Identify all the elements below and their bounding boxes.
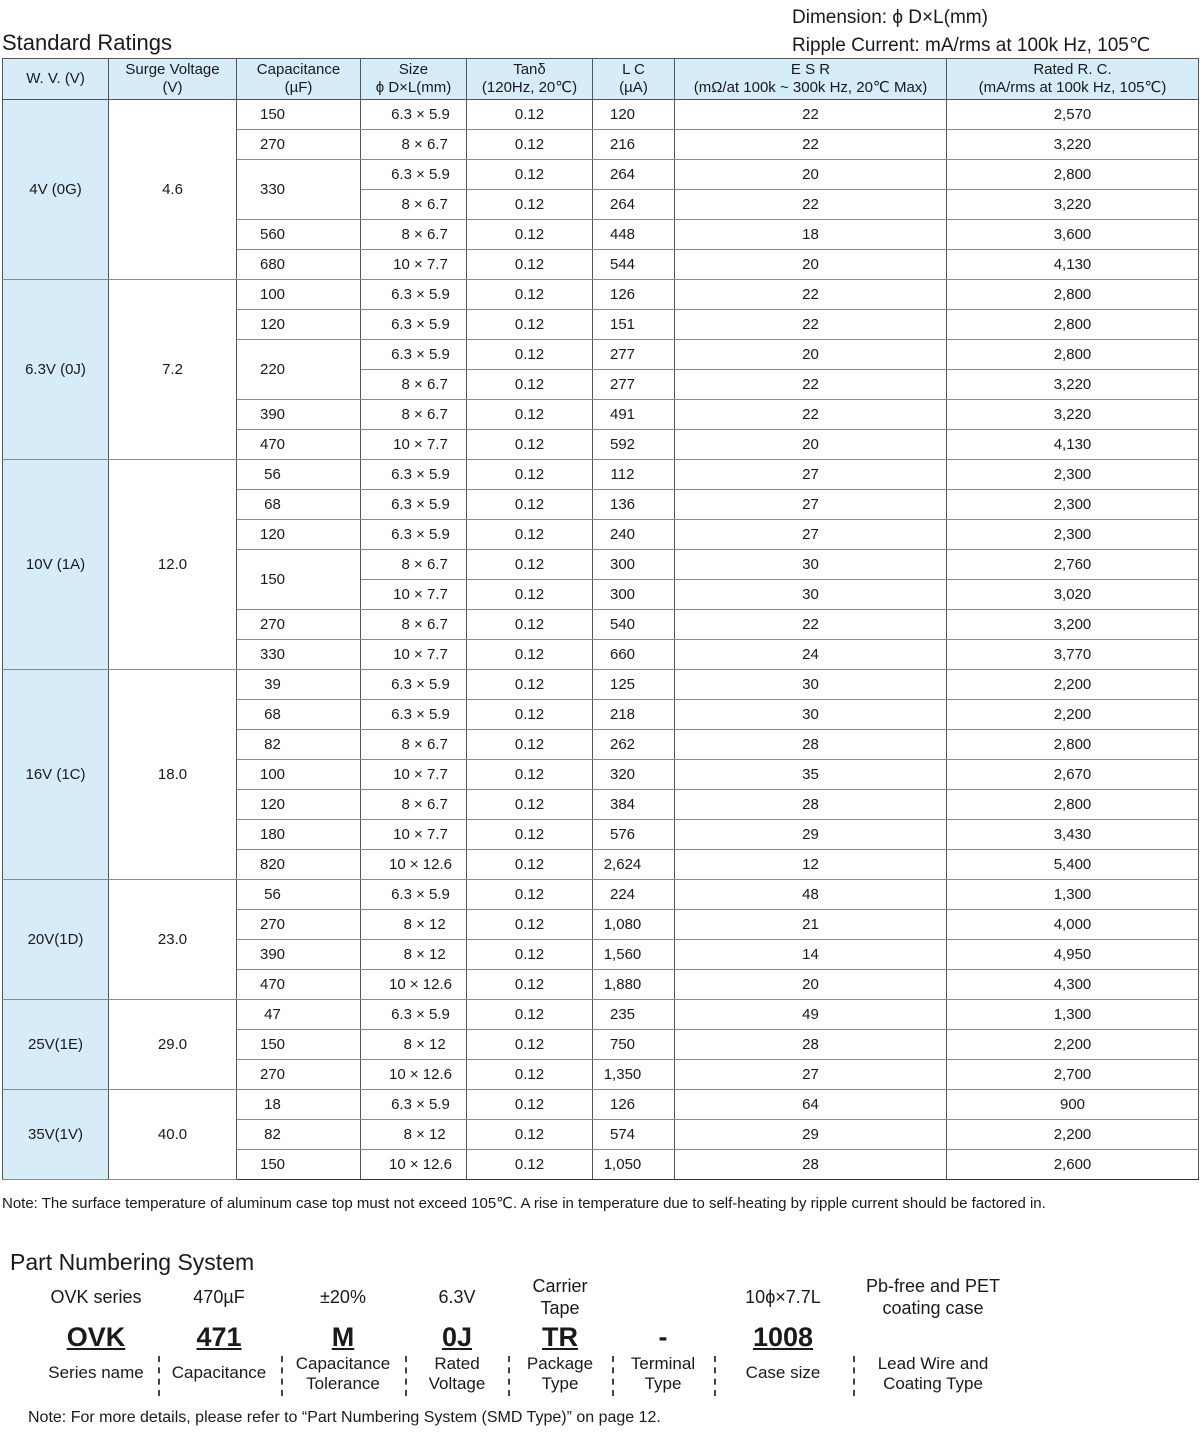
part-numbering-note: Note: For more details, please refer to “Part Numbering System (SMD Type)” on page 12. xyxy=(28,1409,661,1426)
tan-delta-cell: 0.12 xyxy=(467,610,593,640)
capacitance-cell: 470 xyxy=(237,970,361,1000)
leakage-current-cell: 264 xyxy=(593,190,675,220)
esr-cell: 22 xyxy=(675,280,947,310)
esr-cell: 48 xyxy=(675,880,947,910)
leakage-current-cell: 1,350 xyxy=(593,1060,675,1090)
column-header-line: (mA/rms at 100k Hz, 105℃) xyxy=(978,79,1167,96)
size-cell: 10 × 12.6 xyxy=(361,970,467,1000)
size-cell: 10 × 7.7 xyxy=(361,640,467,670)
esr-cell: 35 xyxy=(675,760,947,790)
capacitance-cell: 560 xyxy=(237,220,361,250)
tan-delta-cell: 0.12 xyxy=(467,790,593,820)
rated-ripple-current-cell: 3,430 xyxy=(947,820,1199,850)
capacitance-cell: 150 xyxy=(237,550,361,610)
field-separator xyxy=(158,1356,160,1396)
tan-delta-cell: 0.12 xyxy=(467,1060,593,1090)
size-cell: 6.3 × 5.9 xyxy=(361,460,467,490)
rated-ripple-current-cell: 3,220 xyxy=(947,130,1199,160)
rated-ripple-current-cell: 1,300 xyxy=(947,1000,1199,1030)
capacitance-cell: 150 xyxy=(237,1030,361,1060)
column-header xyxy=(3,59,109,100)
leakage-current-cell: 491 xyxy=(593,400,675,430)
tan-delta-cell: 0.12 xyxy=(467,730,593,760)
esr-cell: 22 xyxy=(675,370,947,400)
surge-voltage-cell: 29.0 xyxy=(109,1000,237,1090)
column-header-line: (mΩ/at 100k ~ 300k Hz, 20℃ Max) xyxy=(693,79,928,96)
rated-ripple-current-cell: 2,670 xyxy=(947,760,1199,790)
size-cell: 8 × 6.7 xyxy=(361,220,467,250)
size-cell: 10 × 7.7 xyxy=(361,820,467,850)
dimension-note xyxy=(792,4,1150,60)
esr-cell: 22 xyxy=(675,100,947,130)
size-cell: 6.3 × 5.9 xyxy=(361,670,467,700)
table-row xyxy=(3,100,1199,130)
part-code: OVK xyxy=(66,1322,126,1352)
size-cell: 10 × 7.7 xyxy=(361,580,467,610)
esr-cell: 30 xyxy=(675,670,947,700)
section-title-standard-ratings: Standard Ratings xyxy=(2,30,172,55)
esr-cell: 22 xyxy=(675,310,947,340)
esr-cell: 22 xyxy=(675,130,947,160)
capacitance-cell: 68 xyxy=(237,490,361,520)
esr-cell: 64 xyxy=(675,1090,947,1120)
leakage-current-cell: 300 xyxy=(593,580,675,610)
column-header-line: Tanδ xyxy=(513,61,546,78)
tan-delta-cell: 0.12 xyxy=(467,580,593,610)
part-code: 1008 xyxy=(752,1322,814,1352)
capacitance-cell: 180 xyxy=(237,820,361,850)
capacitance-cell: 820 xyxy=(237,850,361,880)
rated-ripple-current-cell: 4,950 xyxy=(947,940,1199,970)
rated-ripple-current-cell: 4,130 xyxy=(947,430,1199,460)
esr-cell: 28 xyxy=(675,730,947,760)
leakage-current-cell: 574 xyxy=(593,1120,675,1150)
column-header-line: Rated R. C. xyxy=(1033,61,1112,78)
column-header-line: W. V. (V) xyxy=(26,70,85,87)
size-cell: 8 × 6.7 xyxy=(361,550,467,580)
rated-ripple-current-cell: 2,800 xyxy=(947,160,1199,190)
size-cell: 10 × 7.7 xyxy=(361,760,467,790)
field-separator xyxy=(612,1356,614,1396)
capacitance-cell: 39 xyxy=(237,670,361,700)
rated-ripple-current-cell: 2,800 xyxy=(947,340,1199,370)
rated-ripple-current-cell: 4,300 xyxy=(947,970,1199,1000)
capacitance-cell: 220 xyxy=(237,340,361,400)
capacitance-cell: 270 xyxy=(237,910,361,940)
column-header-line: Size xyxy=(398,61,429,78)
dimension-label: Dimension: ϕ D×L(mm) xyxy=(792,7,988,28)
size-cell: 6.3 × 5.9 xyxy=(361,1000,467,1030)
rated-ripple-current-cell: 3,020 xyxy=(947,580,1199,610)
leakage-current-cell: 1,880 xyxy=(593,970,675,1000)
leakage-current-cell: 544 xyxy=(593,250,675,280)
tan-delta-cell: 0.12 xyxy=(467,250,593,280)
surge-voltage-cell: 12.0 xyxy=(109,460,237,670)
capacitance-cell: 120 xyxy=(237,790,361,820)
working-voltage-cell: 35V(1V) xyxy=(3,1090,109,1180)
tan-delta-cell: 0.12 xyxy=(467,970,593,1000)
size-cell: 8 × 6.7 xyxy=(361,610,467,640)
capacitance-cell: 100 xyxy=(237,760,361,790)
column-header xyxy=(947,59,1199,100)
tan-delta-cell: 0.12 xyxy=(467,490,593,520)
rated-ripple-current-cell: 3,220 xyxy=(947,400,1199,430)
rated-ripple-current-cell: 2,800 xyxy=(947,730,1199,760)
field-separator xyxy=(405,1356,407,1396)
capacitance-cell: 390 xyxy=(237,940,361,970)
rated-ripple-current-cell: 3,220 xyxy=(947,370,1199,400)
leakage-current-cell: 277 xyxy=(593,370,675,400)
size-cell: 8 × 12 xyxy=(361,1120,467,1150)
esr-cell: 28 xyxy=(675,790,947,820)
tan-delta-cell: 0.12 xyxy=(467,190,593,220)
esr-cell: 28 xyxy=(675,1030,947,1060)
surge-voltage-cell: 40.0 xyxy=(109,1090,237,1180)
leakage-current-cell: 264 xyxy=(593,160,675,190)
table-row xyxy=(3,460,1199,490)
tan-delta-cell: 0.12 xyxy=(467,640,593,670)
leakage-current-cell: 300 xyxy=(593,550,675,580)
part-code: M xyxy=(331,1322,355,1352)
size-cell: 10 × 12.6 xyxy=(361,850,467,880)
tan-delta-cell: 0.12 xyxy=(467,400,593,430)
rated-ripple-current-cell: 2,200 xyxy=(947,670,1199,700)
rated-ripple-current-cell: 2,800 xyxy=(947,280,1199,310)
section-title-part-numbering: Part Numbering System xyxy=(10,1249,255,1275)
rated-ripple-current-cell: 2,570 xyxy=(947,100,1199,130)
part-code: 0J xyxy=(441,1322,473,1352)
rated-ripple-current-cell: 2,300 xyxy=(947,520,1199,550)
rated-ripple-current-cell: 5,400 xyxy=(947,850,1199,880)
rated-ripple-current-cell: 2,300 xyxy=(947,460,1199,490)
part-field-label: Terminal Type xyxy=(630,1354,696,1393)
esr-cell: 20 xyxy=(675,250,947,280)
tan-delta-cell: 0.12 xyxy=(467,160,593,190)
tan-delta-cell: 0.12 xyxy=(467,1150,593,1180)
table-body xyxy=(3,100,1199,1180)
capacitance-cell: 270 xyxy=(237,610,361,640)
capacitance-cell: 270 xyxy=(237,130,361,160)
column-header-line: L C xyxy=(622,61,645,78)
tan-delta-cell: 0.12 xyxy=(467,520,593,550)
leakage-current-cell: 224 xyxy=(593,880,675,910)
leakage-current-cell: 592 xyxy=(593,430,675,460)
column-header-line: (V) xyxy=(162,79,183,96)
working-voltage-cell: 20V(1D) xyxy=(3,880,109,1000)
capacitance-cell: 82 xyxy=(237,1120,361,1150)
table-row xyxy=(3,1000,1199,1030)
column-header-line: (120Hz, 20℃) xyxy=(481,79,578,96)
esr-cell: 28 xyxy=(675,1150,947,1180)
leakage-current-cell: 320 xyxy=(593,760,675,790)
capacitance-cell: 330 xyxy=(237,160,361,220)
ripple-current-label: Ripple Current: mA/rms at 100k Hz, 105℃ xyxy=(792,35,1151,56)
tan-delta-cell: 0.12 xyxy=(467,760,593,790)
size-cell: 8 × 6.7 xyxy=(361,370,467,400)
temperature-note: Note: The surface temperature of aluminum case top must not exceed 105℃. A rise in temperature due to self-heating by ripple current should be factored in. xyxy=(2,1195,1046,1212)
size-cell: 8 × 12 xyxy=(361,940,467,970)
rated-ripple-current-cell: 3,600 xyxy=(947,220,1199,250)
size-cell: 6.3 × 5.9 xyxy=(361,490,467,520)
size-cell: 8 × 6.7 xyxy=(361,790,467,820)
tan-delta-cell: 0.12 xyxy=(467,850,593,880)
esr-cell: 27 xyxy=(675,460,947,490)
size-cell: 6.3 × 5.9 xyxy=(361,280,467,310)
column-header-line: Capacitance xyxy=(256,61,341,78)
size-cell: 10 × 7.7 xyxy=(361,250,467,280)
capacitance-cell: 100 xyxy=(237,280,361,310)
column-header xyxy=(467,59,593,100)
column-header xyxy=(237,59,361,100)
part-field-value: 10ϕ×7.7L xyxy=(745,1287,821,1307)
esr-cell: 22 xyxy=(675,190,947,220)
column-header xyxy=(361,59,467,100)
tan-delta-cell: 0.12 xyxy=(467,1030,593,1060)
column-header xyxy=(593,59,675,100)
rated-ripple-current-cell: 2,700 xyxy=(947,1060,1199,1090)
part-field-label: Lead Wire and Coating Type xyxy=(877,1354,989,1393)
size-cell: 8 × 6.7 xyxy=(361,190,467,220)
leakage-current-cell: 1,560 xyxy=(593,940,675,970)
tan-delta-cell: 0.12 xyxy=(467,670,593,700)
leakage-current-cell: 262 xyxy=(593,730,675,760)
surge-voltage-cell: 7.2 xyxy=(109,280,237,460)
tan-delta-cell: 0.12 xyxy=(467,1090,593,1120)
esr-cell: 20 xyxy=(675,340,947,370)
tan-delta-cell: 0.12 xyxy=(467,370,593,400)
leakage-current-cell: 1,080 xyxy=(593,910,675,940)
size-cell: 10 × 12.6 xyxy=(361,1150,467,1180)
rated-ripple-current-cell: 1,300 xyxy=(947,880,1199,910)
part-field-label: Package Type xyxy=(526,1354,594,1393)
tan-delta-cell: 0.12 xyxy=(467,220,593,250)
size-cell: 6.3 × 5.9 xyxy=(361,340,467,370)
tan-delta-cell: 0.12 xyxy=(467,310,593,340)
rated-ripple-current-cell: 3,200 xyxy=(947,610,1199,640)
tan-delta-cell: 0.12 xyxy=(467,1000,593,1030)
column-header-line: ϕ D×L(mm) xyxy=(375,79,452,96)
rated-ripple-current-cell: 2,800 xyxy=(947,790,1199,820)
leakage-current-cell: 2,624 xyxy=(593,850,675,880)
esr-cell: 20 xyxy=(675,970,947,1000)
leakage-current-cell: 126 xyxy=(593,1090,675,1120)
tan-delta-cell: 0.12 xyxy=(467,340,593,370)
rated-ripple-current-cell: 4,000 xyxy=(947,910,1199,940)
esr-cell: 30 xyxy=(675,550,947,580)
size-cell: 8 × 12 xyxy=(361,910,467,940)
part-code: 471 xyxy=(196,1322,242,1352)
size-cell: 6.3 × 5.9 xyxy=(361,1090,467,1120)
esr-cell: 49 xyxy=(675,1000,947,1030)
part-code: - xyxy=(658,1322,668,1352)
surge-voltage-cell: 4.6 xyxy=(109,100,237,280)
leakage-current-cell: 1,050 xyxy=(593,1150,675,1180)
column-header xyxy=(675,59,947,100)
esr-cell: 22 xyxy=(675,610,947,640)
leakage-current-cell: 750 xyxy=(593,1030,675,1060)
size-cell: 6.3 × 5.9 xyxy=(361,100,467,130)
leakage-current-cell: 120 xyxy=(593,100,675,130)
tan-delta-cell: 0.12 xyxy=(467,910,593,940)
part-code: TR xyxy=(542,1322,578,1352)
capacitance-cell: 390 xyxy=(237,400,361,430)
capacitance-cell: 47 xyxy=(237,1000,361,1030)
capacitance-cell: 56 xyxy=(237,460,361,490)
surge-voltage-cell: 18.0 xyxy=(109,670,237,880)
column-header-line: E S R xyxy=(790,61,831,78)
table-row xyxy=(3,670,1199,700)
esr-cell: 29 xyxy=(675,820,947,850)
esr-cell: 30 xyxy=(675,700,947,730)
capacitance-cell: 330 xyxy=(237,640,361,670)
working-voltage-cell: 10V (1A) xyxy=(3,460,109,670)
rated-ripple-current-cell: 2,600 xyxy=(947,1150,1199,1180)
tan-delta-cell: 0.12 xyxy=(467,100,593,130)
capacitance-cell: 470 xyxy=(237,430,361,460)
size-cell: 6.3 × 5.9 xyxy=(361,310,467,340)
capacitance-cell: 680 xyxy=(237,250,361,280)
working-voltage-cell: 4V (0G) xyxy=(3,100,109,280)
standard-ratings-table xyxy=(2,58,1199,1180)
rated-ripple-current-cell: 2,800 xyxy=(947,310,1199,340)
leakage-current-cell: 540 xyxy=(593,610,675,640)
esr-cell: 24 xyxy=(675,640,947,670)
part-field-value: Carrier Tape xyxy=(532,1276,588,1318)
tan-delta-cell: 0.12 xyxy=(467,430,593,460)
part-field-value: 6.3V xyxy=(438,1287,476,1307)
leakage-current-cell: 240 xyxy=(593,520,675,550)
working-voltage-cell: 25V(1E) xyxy=(3,1000,109,1090)
working-voltage-cell: 6.3V (0J) xyxy=(3,280,109,460)
tan-delta-cell: 0.12 xyxy=(467,700,593,730)
size-cell: 6.3 × 5.9 xyxy=(361,880,467,910)
esr-cell: 30 xyxy=(675,580,947,610)
leakage-current-cell: 448 xyxy=(593,220,675,250)
size-cell: 8 × 12 xyxy=(361,1030,467,1060)
size-cell: 6.3 × 5.9 xyxy=(361,700,467,730)
leakage-current-cell: 218 xyxy=(593,700,675,730)
part-field-value: OVK series xyxy=(50,1287,142,1307)
rated-ripple-current-cell: 2,200 xyxy=(947,1120,1199,1150)
rated-ripple-current-cell: 2,200 xyxy=(947,1030,1199,1060)
rated-ripple-current-cell: 3,220 xyxy=(947,190,1199,220)
table-row xyxy=(3,1090,1199,1120)
part-field-value: 470µF xyxy=(193,1287,245,1307)
capacitance-cell: 120 xyxy=(237,310,361,340)
table-header-row xyxy=(3,59,1199,100)
esr-cell: 27 xyxy=(675,490,947,520)
capacitance-cell: 150 xyxy=(237,1150,361,1180)
part-field-label: Case size xyxy=(745,1363,821,1382)
tan-delta-cell: 0.12 xyxy=(467,130,593,160)
tan-delta-cell: 0.12 xyxy=(467,550,593,580)
leakage-current-cell: 125 xyxy=(593,670,675,700)
tan-delta-cell: 0.12 xyxy=(467,880,593,910)
capacitance-cell: 56 xyxy=(237,880,361,910)
leakage-current-cell: 112 xyxy=(593,460,675,490)
size-cell: 10 × 7.7 xyxy=(361,430,467,460)
capacitance-cell: 68 xyxy=(237,700,361,730)
rated-ripple-current-cell: 3,770 xyxy=(947,640,1199,670)
tan-delta-cell: 0.12 xyxy=(467,460,593,490)
tan-delta-cell: 0.12 xyxy=(467,940,593,970)
part-field-label: Rated Voltage xyxy=(428,1354,486,1393)
size-cell: 8 × 6.7 xyxy=(361,130,467,160)
esr-cell: 14 xyxy=(675,940,947,970)
column-header-line: (µA) xyxy=(619,79,648,96)
part-field-label: Capacitance Tolerance xyxy=(295,1354,391,1393)
field-separator xyxy=(853,1356,855,1396)
leakage-current-cell: 384 xyxy=(593,790,675,820)
table-row xyxy=(3,280,1199,310)
leakage-current-cell: 216 xyxy=(593,130,675,160)
leakage-current-cell: 235 xyxy=(593,1000,675,1030)
esr-cell: 27 xyxy=(675,1060,947,1090)
part-field-value: Pb-free and PET coating case xyxy=(865,1276,1001,1318)
leakage-current-cell: 136 xyxy=(593,490,675,520)
esr-cell: 22 xyxy=(675,400,947,430)
field-separator xyxy=(281,1356,283,1396)
rated-ripple-current-cell: 900 xyxy=(947,1090,1199,1120)
esr-cell: 20 xyxy=(675,160,947,190)
part-field-label: Series name xyxy=(48,1363,144,1382)
rated-ripple-current-cell: 2,200 xyxy=(947,700,1199,730)
column-header xyxy=(109,59,237,100)
tan-delta-cell: 0.12 xyxy=(467,1120,593,1150)
table-row xyxy=(3,880,1199,910)
esr-cell: 21 xyxy=(675,910,947,940)
field-separator xyxy=(714,1356,716,1396)
surge-voltage-cell: 23.0 xyxy=(109,880,237,1000)
column-header-line: Surge Voltage xyxy=(125,61,220,78)
capacitance-cell: 150 xyxy=(237,100,361,130)
capacitance-cell: 270 xyxy=(237,1060,361,1090)
esr-cell: 12 xyxy=(675,850,947,880)
size-cell: 6.3 × 5.9 xyxy=(361,160,467,190)
tan-delta-cell: 0.12 xyxy=(467,820,593,850)
leakage-current-cell: 277 xyxy=(593,340,675,370)
esr-cell: 20 xyxy=(675,430,947,460)
rated-ripple-current-cell: 2,300 xyxy=(947,490,1199,520)
leakage-current-cell: 126 xyxy=(593,280,675,310)
size-cell: 8 × 6.7 xyxy=(361,730,467,760)
working-voltage-cell: 16V (1C) xyxy=(3,670,109,880)
size-cell: 8 × 6.7 xyxy=(361,400,467,430)
capacitance-cell: 82 xyxy=(237,730,361,760)
part-field-label: Capacitance xyxy=(171,1363,267,1382)
part-field-value: ±20% xyxy=(320,1287,366,1307)
column-header-line: (µF) xyxy=(284,79,313,96)
tan-delta-cell: 0.12 xyxy=(467,280,593,310)
leakage-current-cell: 151 xyxy=(593,310,675,340)
rated-ripple-current-cell: 4,130 xyxy=(947,250,1199,280)
esr-cell: 29 xyxy=(675,1120,947,1150)
leakage-current-cell: 576 xyxy=(593,820,675,850)
size-cell: 10 × 12.6 xyxy=(361,1060,467,1090)
size-cell: 6.3 × 5.9 xyxy=(361,520,467,550)
esr-cell: 27 xyxy=(675,520,947,550)
capacitance-cell: 120 xyxy=(237,520,361,550)
capacitance-cell: 18 xyxy=(237,1090,361,1120)
leakage-current-cell: 660 xyxy=(593,640,675,670)
esr-cell: 18 xyxy=(675,220,947,250)
rated-ripple-current-cell: 2,760 xyxy=(947,550,1199,580)
field-separator xyxy=(508,1356,510,1396)
